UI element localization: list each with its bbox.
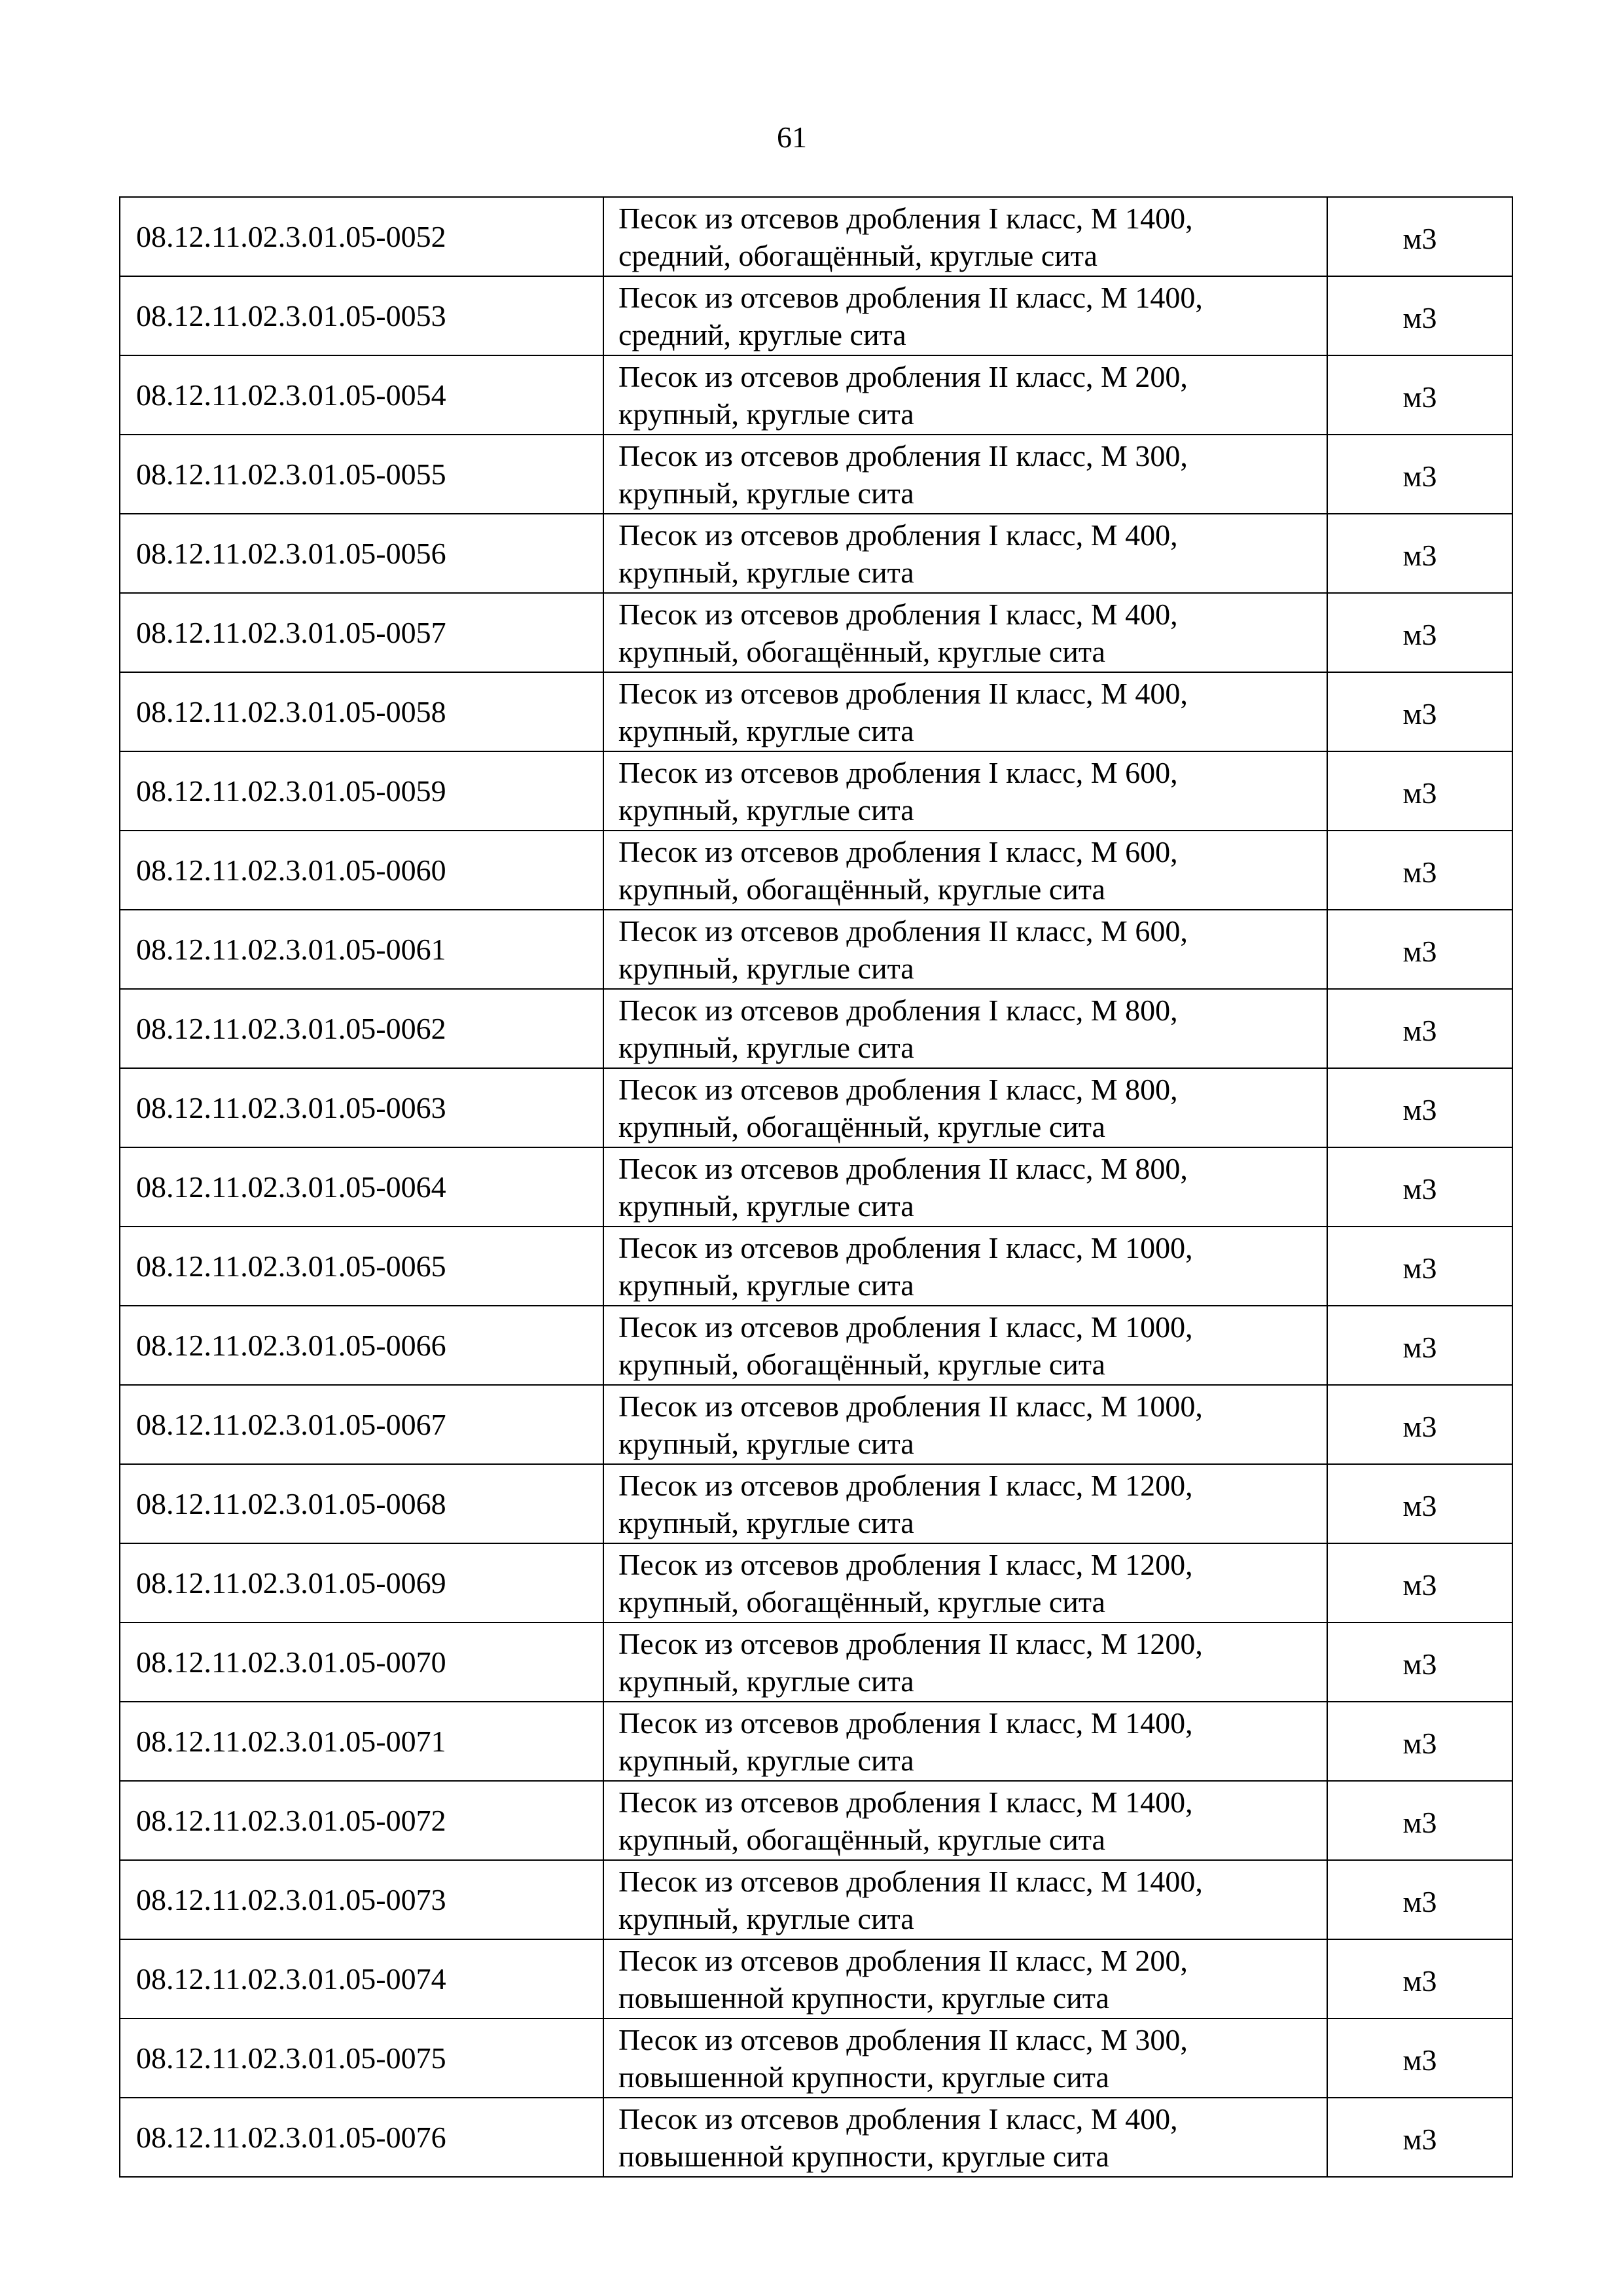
table-row: [120, 435, 1512, 514]
item-unit-cell: м3: [1327, 1860, 1512, 1939]
item-name-cell: Песок из отсевов дробления I класс, М 1400, крупный, обогащённый, круглые сита: [603, 1781, 1327, 1860]
item-code-cell: 08.12.11.02.3.01.05-0061: [120, 910, 603, 989]
table-row: [120, 276, 1512, 355]
item-unit-cell: м3: [1327, 1939, 1512, 2018]
item-unit-cell: м3: [1327, 910, 1512, 989]
table-row: [120, 1464, 1512, 1543]
item-unit-cell: м3: [1327, 1702, 1512, 1781]
item-name-cell: Песок из отсевов дробления I класс, М 800, крупный, круглые сита: [603, 989, 1327, 1068]
table-row: [120, 672, 1512, 751]
item-unit-cell: м3: [1327, 2098, 1512, 2177]
item-name-cell: Песок из отсевов дробления II класс, М 200, крупный, круглые сита: [603, 355, 1327, 435]
item-name-cell: Песок из отсевов дробления II класс, М 1000, крупный, круглые сита: [603, 1385, 1327, 1464]
item-name-cell: Песок из отсевов дробления II класс, М 800, крупный, круглые сита: [603, 1147, 1327, 1227]
table-row: [120, 514, 1512, 593]
item-code-cell: 08.12.11.02.3.01.05-0059: [120, 751, 603, 831]
item-name-cell: Песок из отсевов дробления II класс, М 1400, крупный, круглые сита: [603, 1860, 1327, 1939]
item-code-cell: 08.12.11.02.3.01.05-0057: [120, 593, 603, 672]
item-name-cell: Песок из отсевов дробления I класс, М 800, крупный, обогащённый, круглые сита: [603, 1068, 1327, 1147]
item-code-cell: 08.12.11.02.3.01.05-0070: [120, 1623, 603, 1702]
item-code-cell: 08.12.11.02.3.01.05-0052: [120, 197, 603, 276]
item-unit-cell: м3: [1327, 514, 1512, 593]
item-unit-cell: м3: [1327, 1227, 1512, 1306]
table-row: [120, 1385, 1512, 1464]
item-code-cell: 08.12.11.02.3.01.05-0065: [120, 1227, 603, 1306]
item-unit-cell: м3: [1327, 989, 1512, 1068]
item-unit-cell: м3: [1327, 1623, 1512, 1702]
item-name-cell: Песок из отсевов дробления II класс, М 600, крупный, круглые сита: [603, 910, 1327, 989]
item-unit-cell: м3: [1327, 435, 1512, 514]
materials-table-body: [120, 197, 1512, 2177]
item-code-cell: 08.12.11.02.3.01.05-0056: [120, 514, 603, 593]
table-row: [120, 1860, 1512, 1939]
materials-table: [119, 196, 1513, 2178]
item-code-cell: 08.12.11.02.3.01.05-0073: [120, 1860, 603, 1939]
item-code-cell: 08.12.11.02.3.01.05-0069: [120, 1543, 603, 1623]
table-row: [120, 2098, 1512, 2177]
item-code-cell: 08.12.11.02.3.01.05-0058: [120, 672, 603, 751]
item-code-cell: 08.12.11.02.3.01.05-0064: [120, 1147, 603, 1227]
item-code-cell: 08.12.11.02.3.01.05-0063: [120, 1068, 603, 1147]
item-name-cell: Песок из отсевов дробления I класс, М 1400, средний, обогащённый, круглые сита: [603, 197, 1327, 276]
item-unit-cell: м3: [1327, 276, 1512, 355]
item-code-cell: 08.12.11.02.3.01.05-0054: [120, 355, 603, 435]
item-code-cell: 08.12.11.02.3.01.05-0075: [120, 2018, 603, 2098]
item-name-cell: Песок из отсевов дробления II класс, М 400, крупный, круглые сита: [603, 672, 1327, 751]
item-name-cell: Песок из отсевов дробления I класс, М 1200, крупный, обогащённый, круглые сита: [603, 1543, 1327, 1623]
table-row: [120, 1227, 1512, 1306]
item-code-cell: 08.12.11.02.3.01.05-0060: [120, 831, 603, 910]
item-name-cell: Песок из отсевов дробления II класс, М 1400, средний, круглые сита: [603, 276, 1327, 355]
item-code-cell: 08.12.11.02.3.01.05-0066: [120, 1306, 603, 1385]
item-name-cell: Песок из отсевов дробления I класс, М 400, крупный, круглые сита: [603, 514, 1327, 593]
table-row: [120, 1939, 1512, 2018]
item-unit-cell: м3: [1327, 1147, 1512, 1227]
item-name-cell: Песок из отсевов дробления II класс, М 1200, крупный, круглые сита: [603, 1623, 1327, 1702]
table-row: [120, 2018, 1512, 2098]
table-row: [120, 1147, 1512, 1227]
item-code-cell: 08.12.11.02.3.01.05-0067: [120, 1385, 603, 1464]
item-unit-cell: м3: [1327, 751, 1512, 831]
item-name-cell: Песок из отсевов дробления I класс, М 400, повышенной крупности, круглые сита: [603, 2098, 1327, 2177]
table-row: [120, 1702, 1512, 1781]
item-code-cell: 08.12.11.02.3.01.05-0074: [120, 1939, 603, 2018]
table-row: [120, 989, 1512, 1068]
item-name-cell: Песок из отсевов дробления I класс, М 1200, крупный, круглые сита: [603, 1464, 1327, 1543]
item-name-cell: Песок из отсевов дробления I класс, М 1000, крупный, обогащённый, круглые сита: [603, 1306, 1327, 1385]
table-row: [120, 1543, 1512, 1623]
item-code-cell: 08.12.11.02.3.01.05-0062: [120, 989, 603, 1068]
item-code-cell: 08.12.11.02.3.01.05-0076: [120, 2098, 603, 2177]
item-unit-cell: м3: [1327, 672, 1512, 751]
item-unit-cell: м3: [1327, 2018, 1512, 2098]
table-row: [120, 1781, 1512, 1860]
item-code-cell: 08.12.11.02.3.01.05-0072: [120, 1781, 603, 1860]
item-code-cell: 08.12.11.02.3.01.05-0053: [120, 276, 603, 355]
table-row: [120, 355, 1512, 435]
item-unit-cell: м3: [1327, 593, 1512, 672]
table-row: [120, 910, 1512, 989]
item-unit-cell: м3: [1327, 1543, 1512, 1623]
item-unit-cell: м3: [1327, 1781, 1512, 1860]
table-row: [120, 1623, 1512, 1702]
item-name-cell: Песок из отсевов дробления II класс, М 200, повышенной крупности, круглые сита: [603, 1939, 1327, 2018]
item-name-cell: Песок из отсевов дробления II класс, М 300, повышенной крупности, круглые сита: [603, 2018, 1327, 2098]
table-row: [120, 831, 1512, 910]
item-name-cell: Песок из отсевов дробления I класс, М 1000, крупный, круглые сита: [603, 1227, 1327, 1306]
table-row: [120, 197, 1512, 276]
item-unit-cell: м3: [1327, 355, 1512, 435]
item-name-cell: Песок из отсевов дробления I класс, М 400, крупный, обогащённый, круглые сита: [603, 593, 1327, 672]
item-unit-cell: м3: [1327, 1068, 1512, 1147]
item-unit-cell: м3: [1327, 1464, 1512, 1543]
item-unit-cell: м3: [1327, 1306, 1512, 1385]
item-name-cell: Песок из отсевов дробления I класс, М 1400, крупный, круглые сита: [603, 1702, 1327, 1781]
item-code-cell: 08.12.11.02.3.01.05-0068: [120, 1464, 603, 1543]
table-row: [120, 751, 1512, 831]
item-unit-cell: м3: [1327, 197, 1512, 276]
item-code-cell: 08.12.11.02.3.01.05-0055: [120, 435, 603, 514]
table-row: [120, 593, 1512, 672]
item-unit-cell: м3: [1327, 831, 1512, 910]
item-unit-cell: м3: [1327, 1385, 1512, 1464]
page-number: 61: [777, 120, 807, 154]
item-name-cell: Песок из отсевов дробления II класс, М 300, крупный, круглые сита: [603, 435, 1327, 514]
item-code-cell: 08.12.11.02.3.01.05-0071: [120, 1702, 603, 1781]
table-row: [120, 1068, 1512, 1147]
item-name-cell: Песок из отсевов дробления I класс, М 600, крупный, обогащённый, круглые сита: [603, 831, 1327, 910]
table-row: [120, 1306, 1512, 1385]
item-name-cell: Песок из отсевов дробления I класс, М 600, крупный, круглые сита: [603, 751, 1327, 831]
